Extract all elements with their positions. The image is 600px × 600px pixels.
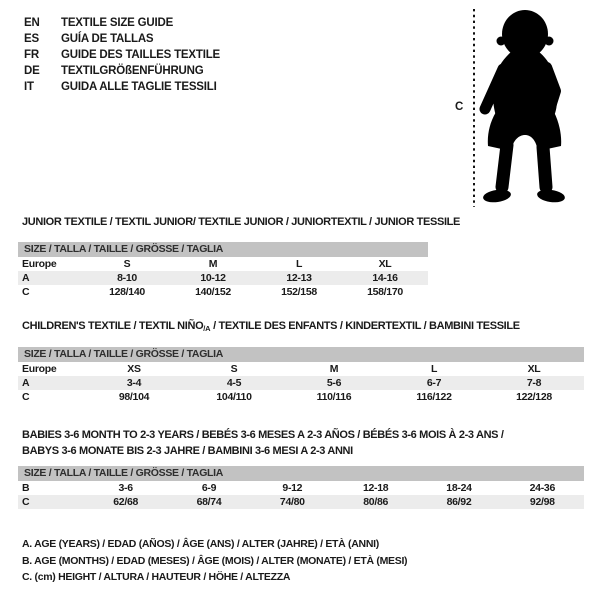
note-b: B. AGE (MONTHS) / EDAD (MESES) / ÂGE (MOIS) / ALTER (MONATE) / ETÀ (MESI) [22,554,408,567]
language-row [24,63,220,79]
language-title: TEXTILE SIZE GUIDE [61,17,174,29]
age-cell: 14-16 [372,272,398,284]
table-header-bar: SIZE / TALLA / TAILLE / GRÖSSE / TAGLIA [18,466,584,481]
babies-title-line2: BABYS 3-6 MONATE BIS 2-3 JAHRE / BAMBINI 3-6 MESI A 2-3 ANNI [22,445,353,457]
height-measure-line [472,7,476,209]
language-title: TEXTILGRÖßENFÜHRUNG [61,65,204,77]
height-cell: 98/104 [118,391,150,403]
legend-notes [22,536,407,586]
row-label: A [22,377,30,389]
language-title: GUIDA ALLE TAGLIE TESSILI [61,81,217,93]
note-a: A. AGE (YEARS) / EDAD (AÑOS) / ÂGE (ANS) / ALTER (JAHRE) / ETÀ (ANNI) [22,538,379,550]
junior-size-table [18,242,428,299]
note-c: C. (cm) HEIGHT / ALTURA / HAUTEUR / HÖHE / ALTEZZA [22,571,291,583]
height-cell: 116/122 [416,391,452,403]
age-cell: 6-9 [201,482,217,494]
language-list [24,15,220,95]
height-cell: 128/140 [109,286,145,298]
baby-shorts [488,112,561,151]
age-cell: 12-18 [362,482,389,494]
row-label: C [22,286,30,298]
baby-ear-right [545,37,554,46]
size-cell: S [230,363,238,375]
children-title-subscript: /A [203,324,211,333]
height-cell: 122/128 [516,391,552,403]
age-cell: 9-12 [282,482,303,494]
table-row-height [18,390,584,404]
height-cell: 80/86 [363,496,389,508]
age-cell: 6-7 [426,377,442,389]
row-label: Europe [22,363,57,375]
baby-leg-right [543,147,546,187]
age-cell: 18-24 [446,482,472,494]
baby-silhouette [478,9,570,208]
babies-title-line1: BABIES 3-6 MONTH TO 2-3 YEARS / BEBÉS 3-6 MESES A 2-3 AÑOS / BÉBÉS 3-6 MOIS À 2-3 ANS / [22,429,504,441]
size-cell: M [208,258,218,270]
babies-section-title [22,427,504,459]
size-cell: M [329,363,339,375]
language-code: ES [24,33,39,45]
size-cell: L [430,363,438,375]
age-cell: 7-8 [526,377,542,389]
height-cell: 62/68 [113,496,139,508]
row-label: Europe [22,258,57,270]
children-title-text: CHILDREN'S TEXTILE / TEXTIL NIÑO [22,320,204,332]
age-cell: 3-6 [118,482,133,494]
children-section-title [22,320,520,333]
table-row-height [18,285,428,299]
age-cell: 10-12 [200,272,226,284]
height-cell: 158/170 [367,286,403,298]
language-row [24,47,220,63]
table-header-bar: SIZE / TALLA / TAILLE / GRÖSSE / TAGLIA [18,347,584,362]
junior-section-title: JUNIOR TEXTILE / TEXTIL JUNIOR/ TEXTILE JUNIOR / JUNIORTEXTIL / JUNIOR TESSILE [22,216,461,228]
row-label: B [22,482,30,494]
table-row-age-months [18,481,584,495]
height-cell: 92/98 [529,496,555,508]
baby-ear-left [497,37,506,46]
table-row-height [18,495,584,509]
height-label-c: C [455,101,464,113]
height-cell: 104/110 [216,391,252,403]
size-cell: XL [527,363,541,375]
age-cell: 8-10 [117,272,137,284]
height-cell: 86/92 [446,496,472,508]
row-label: A [22,272,30,284]
language-code: IT [24,81,34,93]
size-cell: L [295,258,303,270]
size-cell: S [123,258,131,270]
babies-size-table [18,466,584,509]
language-title: GUIDE DES TAILLES TEXTILE [61,49,220,61]
language-code: EN [24,17,40,29]
size-cell: XS [127,363,141,375]
table-row-europe [18,257,428,271]
table-row-age [18,376,584,390]
height-cell: 140/152 [195,286,231,298]
table-row-age [18,271,428,285]
language-title: GUÍA DE TALLAS [61,33,154,45]
age-cell: 12-13 [286,272,312,284]
language-code: FR [24,49,39,61]
height-cell: 74/80 [279,496,305,508]
baby-leg-left [502,145,507,187]
row-label: C [22,496,30,508]
height-cell: 110/116 [316,391,352,403]
age-cell: 3-4 [126,377,142,389]
children-title-text: / TEXTILE DES ENFANTS / KINDERTEXTIL / BAMBINI TESSILE [210,320,520,332]
table-header-bar: SIZE / TALLA / TAILLE / GRÖSSE / TAGLIA [18,242,428,257]
baby-head [502,10,548,58]
age-cell: 24-36 [529,482,555,494]
language-code: DE [24,65,40,77]
language-row [24,31,220,47]
language-row [24,79,220,95]
children-size-table [18,347,584,404]
table-row-europe [18,362,584,376]
age-cell: 4-5 [226,377,242,389]
height-cell: 152/158 [281,286,317,298]
row-label: C [22,391,30,403]
size-cell: XL [378,258,392,270]
height-cell: 68/74 [196,496,222,508]
age-cell: 5-6 [326,377,342,389]
language-row [24,15,220,31]
